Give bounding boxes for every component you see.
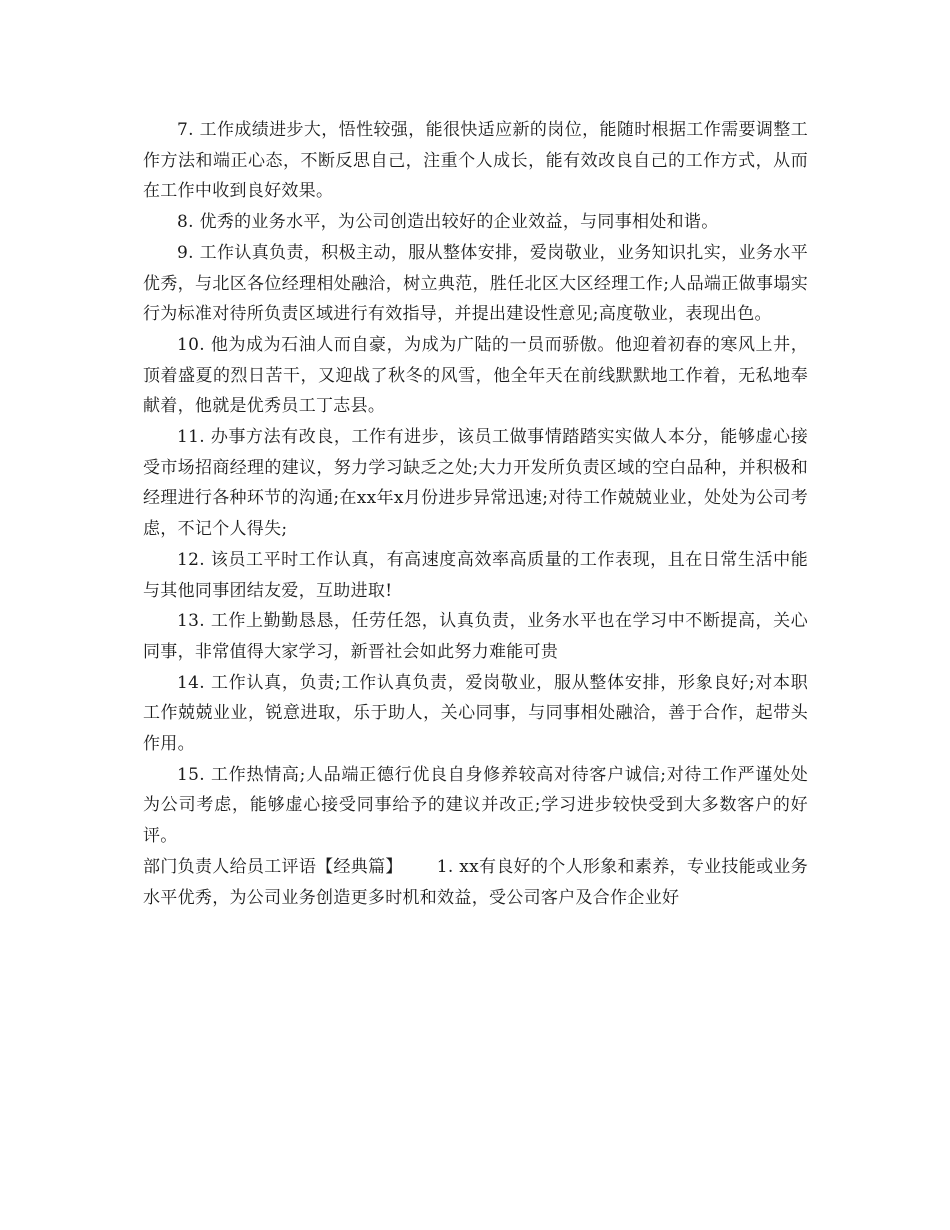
paragraph-15: 15. 工作热情高;人品端正德行优良自身修养较高对待客户诚信;对待工作严谨处处为公司考虑，能够虚心接受同事给予的建议并改正;学习进步较快受到大多数客户的好评。: [143, 764, 808, 847]
paragraph-13: 13. 工作上勤勤恳恳，任劳任怨，认真负责，业务水平也在学习中不断提高，关心同事，非常值得大家学习，新晋社会如此努力难能可贵: [143, 611, 808, 662]
paragraph-14: 14. 工作认真，负责;工作认真负责，爱岗敬业，服从整体安排，形象良好;对本职工作兢兢业业，锐意进取，乐于助人，关心同事，与同事相处融洽，善于合作，起带头作用。: [143, 672, 808, 755]
paragraph-9: 9. 工作认真负责，积极主动，服从整体安排，爱岗敬业，业务知识扎实，业务水平优秀，与北区各位经理相处融洽，树立典范，胜任北区大区经理工作;人品端正做事塌实行为标准对待所负责区域进行有效指导，并提出建设性意见;高度敬业，表现出色。: [143, 242, 808, 325]
final-section: [143, 852, 808, 913]
paragraph-10: 10. 他为成为石油人而自豪，为成为广陆的一员而骄傲。他迎着初春的寒风上井，顶着盛夏的烈日苦干，又迎战了秋冬的风雪，他全年天在前线默默地工作着，无私地奉献着，他就是优秀员工丁志县。: [143, 334, 808, 417]
paragraph-11: 11. 办事方法有改良，工作有进步，该员工做事情踏踏实实做人本分，能够虚心接受市场招商经理的建议，努力学习缺乏之处;大力开发所负责区域的空白品种，并积极和经理进行各种环节的沟通;在xx年x月份进步异常迅速;对待工作兢兢业业，处处为公司考虑，不记个人得失;: [143, 427, 808, 540]
document-page: [143, 115, 808, 913]
paragraph-8: 8. 优秀的业务水平，为公司创造出较好的企业效益，与同事相处和谐。: [177, 212, 719, 233]
paragraph-7: 7. 工作成绩进步大，悟性较强，能很快适应新的岗位，能随时根据工作需要调整工作方法和端正心态，不断反思自己，注重个人成长，能有效改良自己的工作方式，从而在工作中收到良好效果。: [143, 120, 808, 202]
section-first-item: 1. xx有良好的个人形象和素养，专业技能或业务水平优秀，为公司业务创造更多时机和效益，受公司客户及合作企业好: [143, 856, 809, 908]
section-heading: 部门负责人给员工评语【经典篇】: [143, 856, 403, 877]
paragraph-12: 12. 该员工平时工作认真，有高速度高效率高质量的工作表现，且在日常生活中能与其他同事团结友爱，互助进取!: [143, 549, 808, 601]
